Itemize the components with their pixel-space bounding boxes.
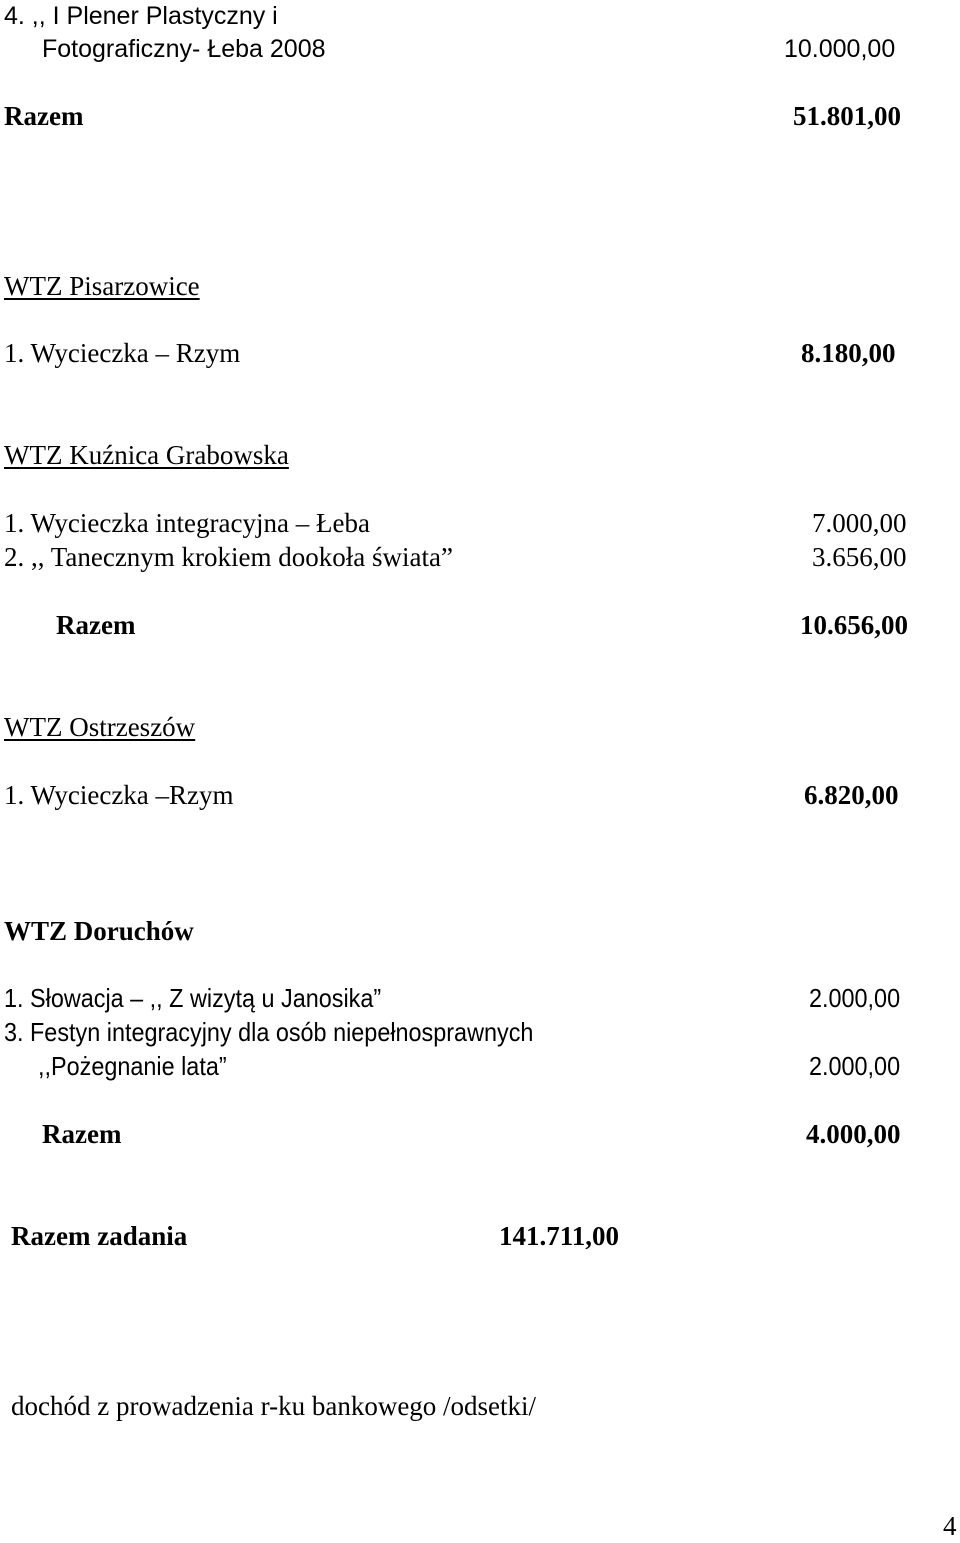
- total-top-amount: 51.801,00: [793, 101, 901, 131]
- doruchow-item-1-amount: 2.000,00: [809, 983, 901, 1013]
- item-4-line-2: Fotograficzny- Łeba 2008: [42, 35, 326, 63]
- heading-wtz-doruchow: WTZ Doruchów: [4, 916, 194, 946]
- heading-wtz-pisarzowice: WTZ Pisarzowice: [4, 271, 200, 301]
- kuznica-total-amount: 10.656,00: [800, 610, 908, 640]
- doruchow-total-label: Razem: [42, 1119, 122, 1149]
- doruchow-item-2-amount: 2.000,00: [809, 1051, 901, 1081]
- item-4-line-1: 4. ,, I Plener Plastyczny i: [4, 2, 278, 30]
- kuznica-item-1-label: 1. Wycieczka integracyjna – Łeba: [4, 508, 370, 538]
- kuznica-total-label: Razem: [56, 610, 136, 640]
- heading-wtz-ostrzeszow: WTZ Ostrzeszów: [4, 712, 196, 742]
- pisarzowice-item-1-amount: 8.180,00: [801, 338, 896, 368]
- task-total-label: Razem zadania: [11, 1221, 188, 1251]
- item-4-amount: 10.000,00: [784, 35, 896, 63]
- page-number: 4: [943, 1511, 957, 1541]
- ostrzeszow-item-1-amount: 6.820,00: [804, 780, 899, 810]
- doruchow-item-2-label-line-2: ,,Pożegnanie lata”: [38, 1051, 227, 1081]
- ostrzeszow-item-1-label: 1. Wycieczka –Rzym: [4, 780, 234, 810]
- kuznica-item-2-label: 2. ,, Tanecznym krokiem dookoła świata”: [4, 542, 453, 572]
- income-note: dochód z prowadzenia r-ku bankowego /odsetki/: [11, 1391, 537, 1421]
- doruchow-item-1-label: 1. Słowacja – ,, Z wizytą u Janosika”: [4, 983, 382, 1013]
- pisarzowice-item-1-label: 1. Wycieczka – Rzym: [4, 338, 241, 368]
- doruchow-item-2-label: 3. Festyn integracyjny dla osób niepełnosprawnych: [4, 1017, 534, 1047]
- heading-wtz-kuznica-grabowska: WTZ Kuźnica Grabowska: [4, 440, 289, 470]
- kuznica-item-2-amount: 3.656,00: [812, 542, 907, 572]
- total-top-label: Razem: [4, 101, 84, 131]
- kuznica-item-1-amount: 7.000,00: [812, 508, 907, 538]
- doruchow-total-amount: 4.000,00: [806, 1119, 901, 1149]
- task-total-amount: 141.711,00: [499, 1221, 620, 1251]
